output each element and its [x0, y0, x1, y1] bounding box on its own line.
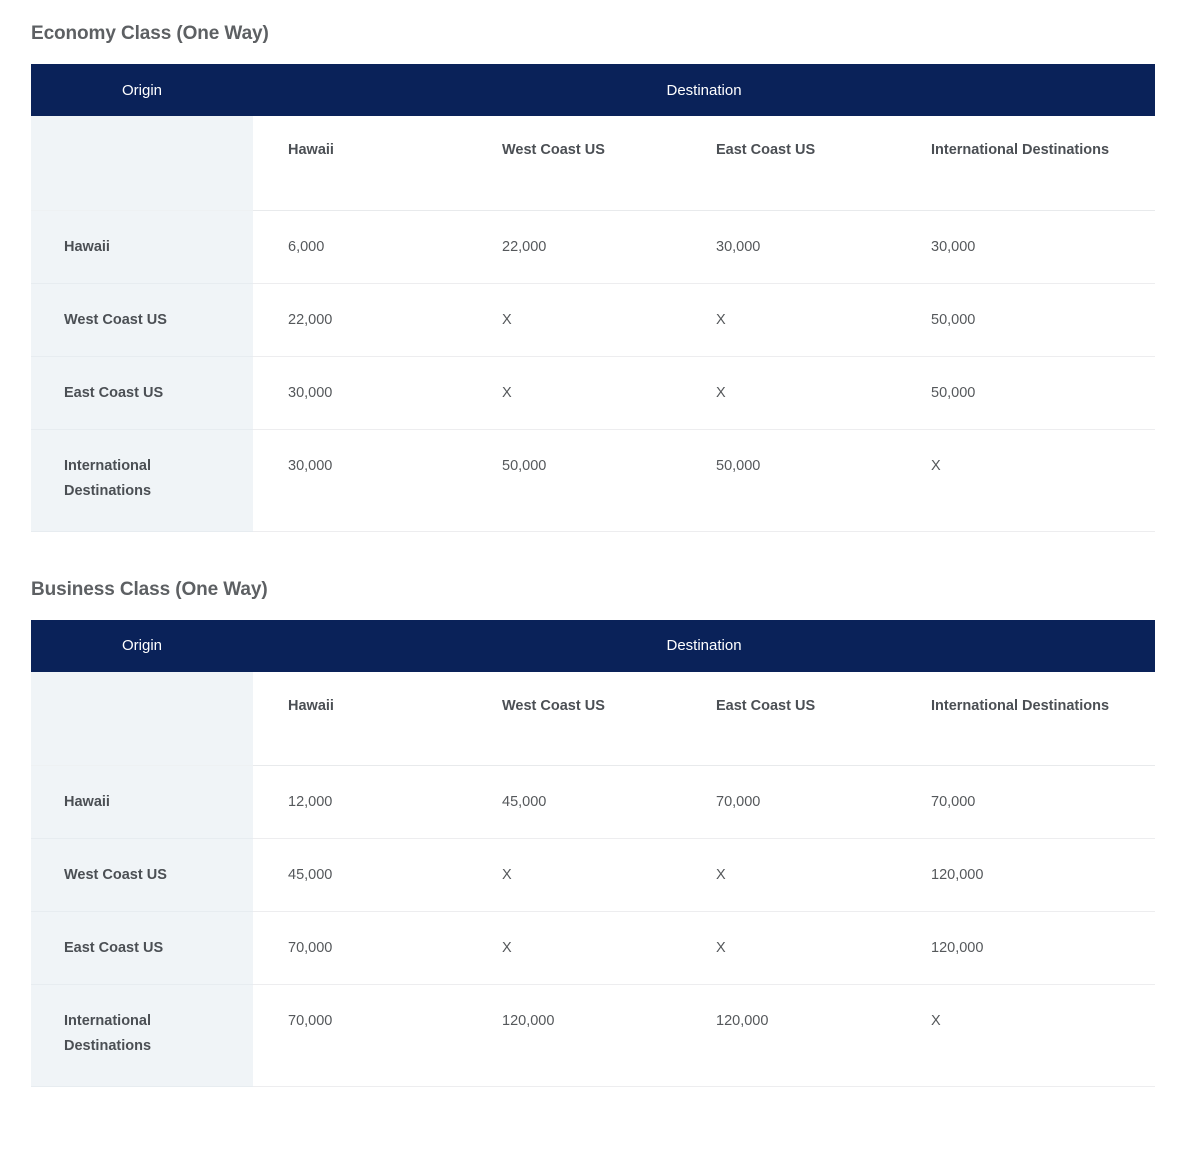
- cell-hawaii-east-coast-us: 30,000: [681, 210, 896, 283]
- cell-international-international: X: [896, 985, 1155, 1087]
- column-header-international-destinations: International Destinations: [896, 672, 1155, 766]
- business-class-section: [31, 578, 1155, 1088]
- cell-international-east-coast-us: 120,000: [681, 985, 896, 1087]
- cell-east-coast-us-hawaii: 70,000: [253, 912, 467, 985]
- table-row: [31, 985, 1155, 1087]
- row-header-east-coast-us: East Coast US: [31, 356, 253, 429]
- cell-east-coast-us-east-coast-us: X: [681, 912, 896, 985]
- row-header-west-coast-us: West Coast US: [31, 283, 253, 356]
- row-header-international-destinations: International Destinations: [31, 429, 253, 531]
- cell-west-coast-us-hawaii: 45,000: [253, 839, 467, 912]
- business-section-title: Business Class (One Way): [31, 578, 268, 600]
- table-group-header-row: [31, 620, 1155, 672]
- row-header-west-coast-us: West Coast US: [31, 839, 253, 912]
- cell-east-coast-us-international: 120,000: [896, 912, 1155, 985]
- cell-west-coast-us-international: 120,000: [896, 839, 1155, 912]
- table-row: [31, 766, 1155, 839]
- cell-west-coast-us-east-coast-us: X: [681, 283, 896, 356]
- corner-blank-cell: [31, 116, 253, 210]
- destination-group-header: Destination: [253, 64, 1155, 116]
- cell-hawaii-west-coast-us: 22,000: [467, 210, 681, 283]
- economy-section-title: Economy Class (One Way): [31, 23, 269, 44]
- cell-international-hawaii: 30,000: [253, 429, 467, 531]
- cell-international-international: X: [896, 429, 1155, 531]
- table-group-header-row: [31, 64, 1155, 116]
- cell-international-west-coast-us: 50,000: [467, 429, 681, 531]
- cell-west-coast-us-east-coast-us: X: [681, 839, 896, 912]
- row-header-international-destinations: International Destinations: [31, 985, 253, 1087]
- economy-award-table: [31, 64, 1155, 532]
- column-header-east-coast-us: East Coast US: [681, 116, 896, 210]
- row-header-hawaii: Hawaii: [31, 766, 253, 839]
- cell-hawaii-east-coast-us: 70,000: [681, 766, 896, 839]
- table-row: [31, 283, 1155, 356]
- column-header-international-destinations: International Destinations: [896, 116, 1155, 210]
- cell-east-coast-us-east-coast-us: X: [681, 356, 896, 429]
- column-header-west-coast-us: West Coast US: [467, 672, 681, 766]
- table-row: [31, 356, 1155, 429]
- table-row: [31, 429, 1155, 531]
- cell-west-coast-us-west-coast-us: X: [467, 839, 681, 912]
- column-header-hawaii: Hawaii: [253, 672, 467, 766]
- cell-west-coast-us-west-coast-us: X: [467, 283, 681, 356]
- table-column-header-row: [31, 672, 1155, 766]
- column-header-east-coast-us: East Coast US: [681, 672, 896, 766]
- cell-west-coast-us-international: 50,000: [896, 283, 1155, 356]
- row-header-hawaii: Hawaii: [31, 210, 253, 283]
- column-header-west-coast-us: West Coast US: [467, 116, 681, 210]
- origin-group-header: Origin: [31, 64, 253, 116]
- column-header-hawaii: Hawaii: [253, 116, 467, 210]
- cell-international-hawaii: 70,000: [253, 985, 467, 1087]
- table-column-header-row: [31, 116, 1155, 210]
- cell-hawaii-hawaii: 6,000: [253, 210, 467, 283]
- business-award-table: [31, 620, 1155, 1088]
- table-row: [31, 210, 1155, 283]
- cell-hawaii-international: 30,000: [896, 210, 1155, 283]
- cell-hawaii-hawaii: 12,000: [253, 766, 467, 839]
- row-header-east-coast-us: East Coast US: [31, 912, 253, 985]
- cell-east-coast-us-west-coast-us: X: [467, 356, 681, 429]
- cell-hawaii-west-coast-us: 45,000: [467, 766, 681, 839]
- table-row: [31, 912, 1155, 985]
- origin-group-header: Origin: [31, 620, 253, 672]
- economy-class-section: [31, 22, 1155, 532]
- cell-east-coast-us-international: 50,000: [896, 356, 1155, 429]
- cell-east-coast-us-west-coast-us: X: [467, 912, 681, 985]
- destination-group-header: Destination: [253, 620, 1155, 672]
- cell-international-west-coast-us: 120,000: [467, 985, 681, 1087]
- cell-east-coast-us-hawaii: 30,000: [253, 356, 467, 429]
- cell-international-east-coast-us: 50,000: [681, 429, 896, 531]
- cell-west-coast-us-hawaii: 22,000: [253, 283, 467, 356]
- corner-blank-cell: [31, 672, 253, 766]
- table-row: [31, 839, 1155, 912]
- cell-hawaii-international: 70,000: [896, 766, 1155, 839]
